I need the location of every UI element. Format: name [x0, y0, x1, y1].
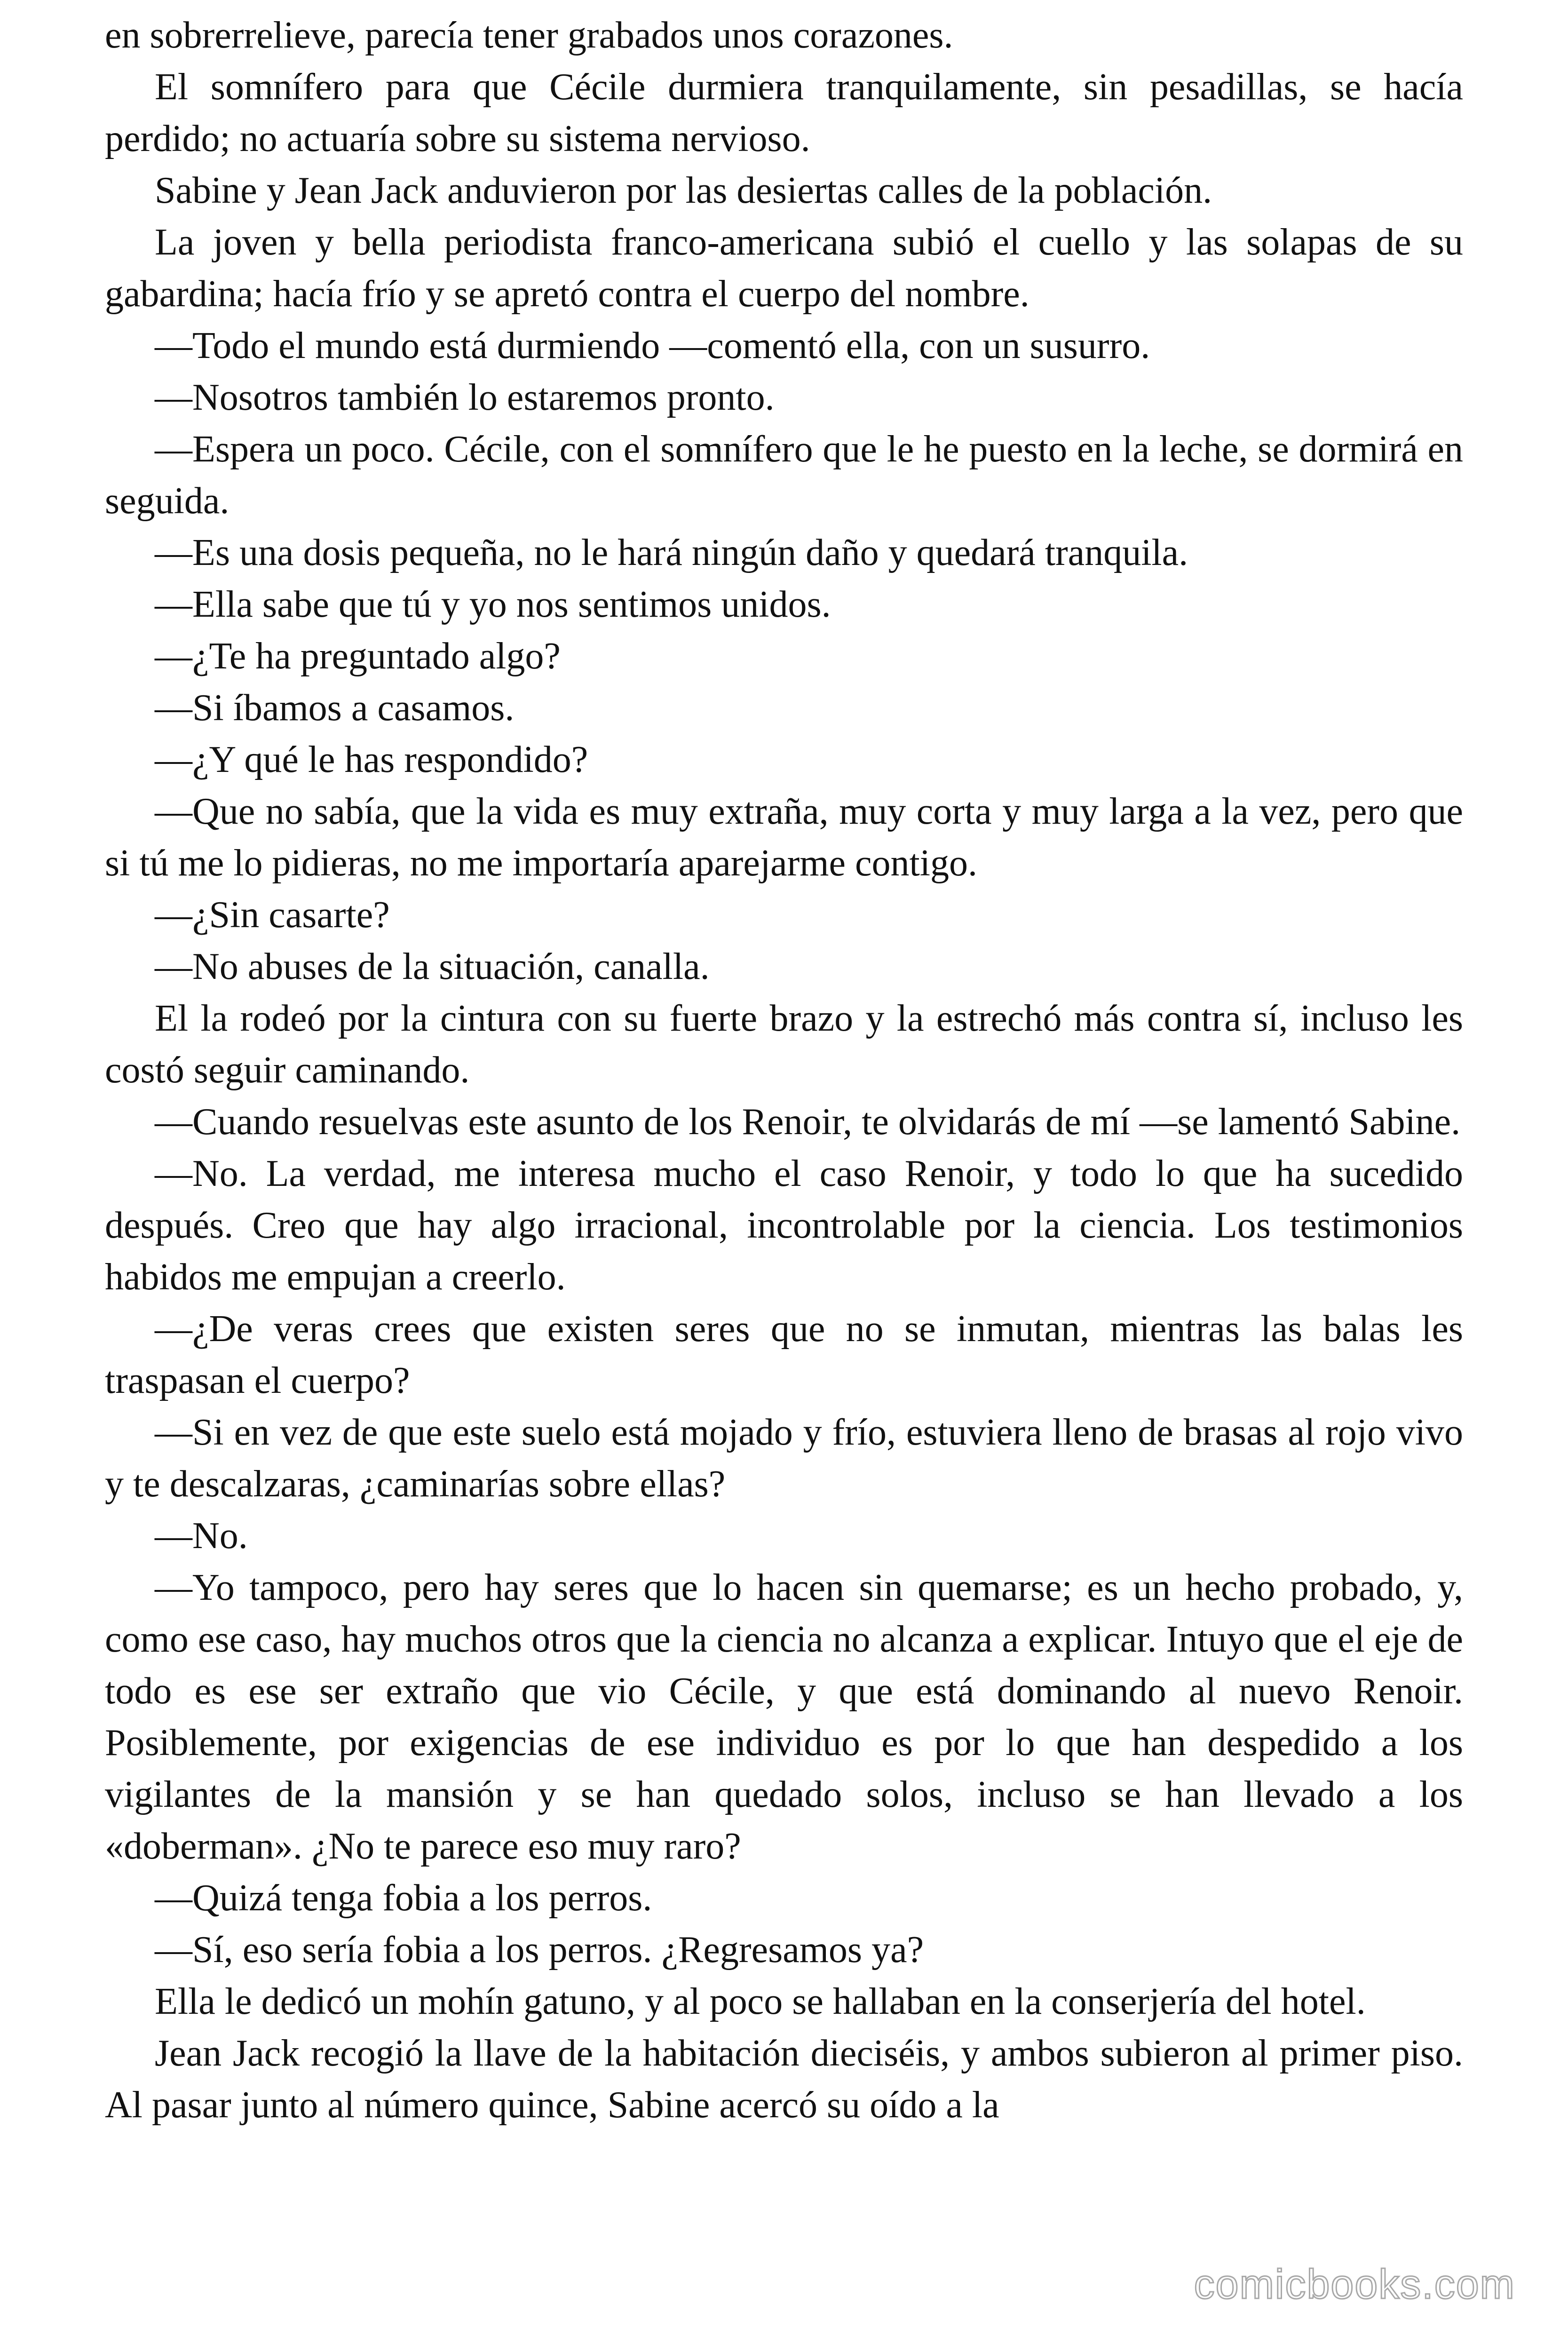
body-text — [105, 9, 1463, 2131]
paragraph: —Cuando resuelvas este asunto de los Renoir, te olvidarás de mí —se lamentó Sabine. — [155, 1101, 1461, 1143]
paragraph: La joven y bella periodista franco-americana subió el cuello y las solapas de su gabardina; hacía frío y se apretó contra el cuerpo del nombre. — [105, 222, 1463, 315]
paragraph: —Todo el mundo está durmiendo —comentó ella, con un susurro. — [155, 325, 1150, 366]
paragraph: Ella le dedicó un mohín gatuno, y al poco se hallaban en la conserjería del hotel. — [155, 1981, 1366, 2022]
paragraph: El la rodeó por la cintura con su fuerte brazo y la estrechó más contra sí, incluso les costó seguir caminando. — [105, 998, 1463, 1091]
paragraph: Sabine y Jean Jack anduvieron por las desiertas calles de la población. — [155, 170, 1212, 211]
paragraph: —Es una dosis pequeña, no le hará ningún daño y quedará tranquila. — [155, 532, 1188, 573]
paragraph: Jean Jack recogió la llave de la habitación dieciséis, y ambos subieron al primer piso. Al pasar junto al número quince, Sabine acercó su oído a la — [105, 2033, 1463, 2126]
paragraph: —¿Y qué le has respondido? — [155, 739, 588, 780]
paragraph: —Nosotros también lo estaremos pronto. — [155, 377, 775, 418]
paragraph: —¿De veras crees que existen seres que no se inmutan, mientras las balas les traspasan el cuerpo? — [105, 1308, 1463, 1401]
paragraph: —No. La verdad, me interesa mucho el caso Renoir, y todo lo que ha sucedido después. Creo que hay algo irracional, incontrolable por la ciencia. Los testimonios habidos me empujan a creerlo. — [105, 1153, 1463, 1298]
paragraph: —Quizá tenga fobia a los perros. — [155, 1877, 652, 1919]
paragraph: —Si en vez de que este suelo está mojado y frío, estuviera lleno de brasas al rojo vivo y te descalzaras, ¿caminarías sobre ellas? — [105, 1412, 1463, 1505]
paragraph: —Ella sabe que tú y yo nos sentimos unidos. — [155, 584, 831, 625]
paragraph: —No. — [155, 1515, 248, 1557]
paragraph: —¿Te ha preguntado algo? — [155, 636, 561, 677]
paragraph: en sobrerrelieve, parecía tener grabados unos corazones. — [105, 15, 953, 56]
paragraph: —No abuses de la situación, canalla. — [155, 946, 710, 987]
paragraph: —Sí, eso sería fobia a los perros. ¿Regresamos ya? — [155, 1929, 924, 1971]
paragraph: —Yo tampoco, pero hay seres que lo hacen sin quemarse; es un hecho probado, y, como ese caso, hay muchos otros que la ciencia no alcanza a explicar. Intuyo que el eje de todo es ese ser extraño que vio Cécile, y que está dominando al nuevo Renoir. Posiblemente, por exigencias de ese individuo es por lo que han despedido a los vigilantes de la mansión y se han quedado solos, incluso se han llevado a los «doberman». ¿No te parece eso muy raro? — [105, 1567, 1463, 1867]
paragraph: —Si íbamos a casamos. — [155, 687, 515, 729]
paragraph: —¿Sin casarte? — [155, 894, 390, 936]
paragraph: —Espera un poco. Cécile, con el somnífero que le he puesto en la leche, se dormirá en seguida. — [105, 429, 1463, 522]
watermark: comicbooks.com — [1194, 2261, 1515, 2307]
paragraph: El somnífero para que Cécile durmiera tranquilamente, sin pesadillas, se hacía perdido; no actuaría sobre su sistema nervioso. — [105, 66, 1463, 159]
paragraph: —Que no sabía, que la vida es muy extraña, muy corta y muy larga a la vez, pero que si tú me lo pidieras, no me importaría aparejarme contigo. — [105, 791, 1463, 884]
